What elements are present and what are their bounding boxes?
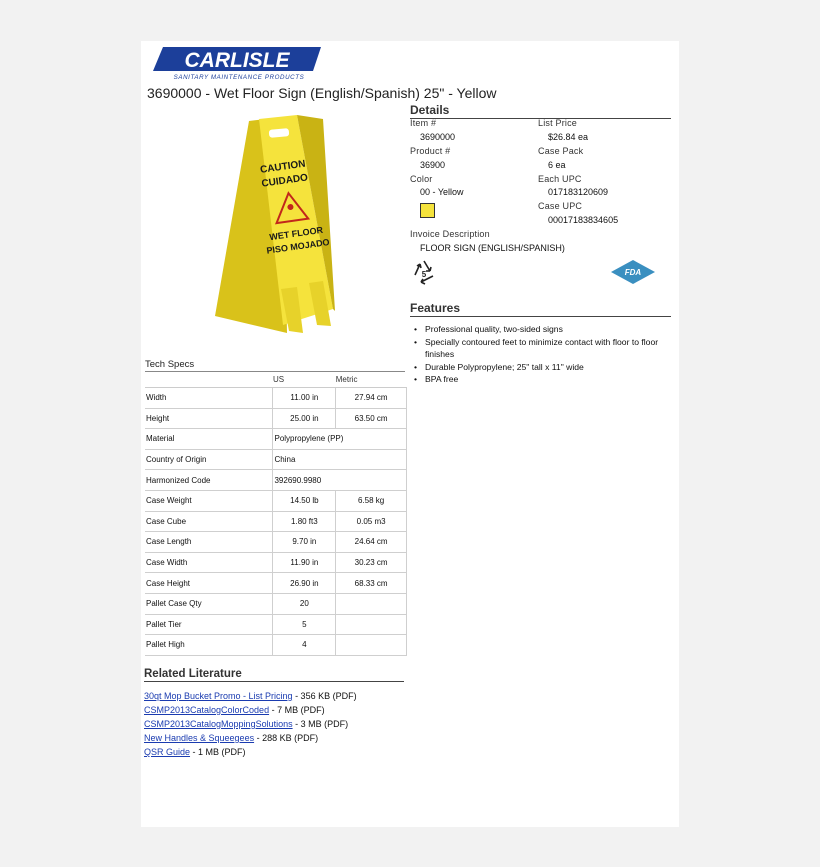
list-item	[144, 745, 444, 759]
table-row	[145, 593, 407, 614]
table-row	[145, 552, 407, 573]
svg-text:5: 5	[421, 270, 427, 279]
spec-sheet	[141, 41, 679, 827]
list-price-label: List Price	[538, 118, 578, 128]
literature-link[interactable]: CSMP2013CatalogMoppingSolutions	[144, 719, 293, 729]
spec-label: Height	[145, 408, 273, 429]
table-row	[145, 388, 407, 409]
spec-us: China	[273, 449, 407, 470]
spec-us: 11.00 in	[273, 388, 336, 409]
item-number-label: Item #	[410, 118, 437, 128]
related-literature-heading: Related Literature	[144, 668, 404, 682]
sign-line-1: CAUTION	[259, 158, 307, 176]
recycle-icon	[411, 259, 437, 285]
color-swatch	[420, 203, 435, 218]
spec-label: Pallet Tier	[145, 614, 273, 635]
list-item	[144, 689, 444, 703]
table-row	[145, 532, 407, 553]
list-item	[144, 731, 444, 745]
related-literature-list	[144, 689, 444, 759]
invoice-description-value: FLOOR SIGN (ENGLISH/SPANISH)	[420, 243, 565, 253]
case-pack-label: Case Pack	[538, 146, 584, 156]
tech-specs-table	[145, 372, 407, 656]
spec-metric	[336, 614, 407, 635]
spec-us: 9.70 in	[273, 532, 336, 553]
table-row	[145, 573, 407, 594]
header-blank	[145, 372, 273, 388]
spec-us: 5	[273, 614, 336, 635]
spec-metric: 6.58 kg	[336, 490, 407, 511]
spec-us: 25.00 in	[273, 408, 336, 429]
carlisle-logo	[149, 45, 321, 83]
spec-metric: 68.33 cm	[336, 573, 407, 594]
color-label: Color	[410, 174, 433, 184]
spec-label: Pallet High	[145, 635, 273, 656]
spec-metric: 0.05 m3	[336, 511, 407, 532]
list-item	[144, 703, 444, 717]
literature-meta: - 3 MB (PDF)	[292, 719, 349, 729]
spec-label: Case Cube	[145, 511, 273, 532]
each-upc-label: Each UPC	[538, 174, 582, 184]
list-item	[144, 717, 444, 731]
feature-item: • Professional quality, two-sided signs	[412, 323, 674, 336]
spec-label: Harmonized Code	[145, 470, 273, 491]
list-price-value: $26.84 ea	[548, 132, 589, 142]
table-row	[145, 614, 407, 635]
spec-us: 14.50 lb	[273, 490, 336, 511]
literature-meta: - 288 KB (PDF)	[254, 733, 319, 743]
literature-link[interactable]: New Handles & Squeegees	[144, 733, 255, 743]
case-upc-label: Case UPC	[538, 201, 583, 211]
table-row	[145, 449, 407, 470]
spec-us: 20	[273, 593, 336, 614]
tech-specs-heading: Tech Specs	[145, 359, 405, 372]
table-row	[145, 635, 407, 656]
product-number-value: 36900	[420, 160, 446, 170]
case-pack-value: 6 ea	[548, 160, 566, 170]
literature-link[interactable]: CSMP2013CatalogColorCoded	[144, 705, 270, 715]
header-metric: Metric	[336, 372, 407, 388]
spec-label: Case Width	[145, 552, 273, 573]
spec-metric: 63.50 cm	[336, 408, 407, 429]
spec-label: Pallet Case Qty	[145, 593, 273, 614]
literature-link[interactable]: QSR Guide	[144, 747, 191, 757]
spec-us: Polypropylene (PP)	[273, 429, 407, 450]
spec-metric	[336, 593, 407, 614]
spec-label: Material	[145, 429, 273, 450]
invoice-description-label: Invoice Description	[410, 229, 490, 239]
spec-us: 4	[273, 635, 336, 656]
features-heading: Features	[410, 301, 671, 317]
spec-us: 26.90 in	[273, 573, 336, 594]
table-row	[145, 408, 407, 429]
spec-label: Case Weight	[145, 490, 273, 511]
table-header-row	[145, 372, 407, 388]
table-row	[145, 429, 407, 450]
table-row	[145, 511, 407, 532]
logo-tagline: SANITARY MAINTENANCE PRODUCTS	[173, 74, 305, 81]
sign-line-3: WET FLOOR	[268, 224, 324, 243]
spec-us: 392690.9980	[273, 470, 407, 491]
literature-meta: - 1 MB (PDF)	[190, 747, 246, 757]
wet-floor-sign-image	[211, 111, 336, 336]
header-us: US	[273, 372, 336, 388]
spec-metric: 24.64 cm	[336, 532, 407, 553]
fda-icon	[610, 259, 656, 285]
svg-text:FDA: FDA	[624, 268, 642, 277]
case-upc-value: 00017183834605	[548, 215, 619, 225]
spec-us: 1.80 ft3	[273, 511, 336, 532]
literature-meta: - 7 MB (PDF)	[269, 705, 325, 715]
spec-label: Country of Origin	[145, 449, 273, 470]
spec-metric: 27.94 cm	[336, 388, 407, 409]
item-number-value: 3690000	[420, 132, 456, 142]
page-title: 3690000 - Wet Floor Sign (English/Spanish) 25" - Yellow	[147, 85, 497, 101]
feature-item: • BPA free	[412, 373, 674, 386]
spec-label: Case Height	[145, 573, 273, 594]
literature-link[interactable]: 30qt Mop Bucket Promo - List Pricing	[144, 691, 293, 701]
color-value: 00 - Yellow	[420, 187, 464, 197]
details-heading: Details	[410, 103, 671, 119]
spec-metric: 30.23 cm	[336, 552, 407, 573]
table-row	[145, 490, 407, 511]
table-row	[145, 470, 407, 491]
spec-us: 11.90 in	[273, 552, 336, 573]
sign-line-4: PISO MOJADO	[265, 237, 331, 256]
logo-text: CARLISLE	[184, 49, 290, 72]
sign-line-2: CUIDADO	[260, 172, 309, 190]
each-upc-value: 017183120609	[548, 187, 609, 197]
spec-metric	[336, 635, 407, 656]
spec-label: Width	[145, 388, 273, 409]
feature-item: • Specially contoured feet to minimize contact with floor to floor finishes	[412, 336, 674, 361]
features-list	[412, 323, 674, 386]
product-number-label: Product #	[410, 146, 451, 156]
spec-label: Case Length	[145, 532, 273, 553]
literature-meta: - 356 KB (PDF)	[292, 691, 357, 701]
feature-item: • Durable Polypropylene; 25" tall x 11" wide	[412, 361, 674, 374]
